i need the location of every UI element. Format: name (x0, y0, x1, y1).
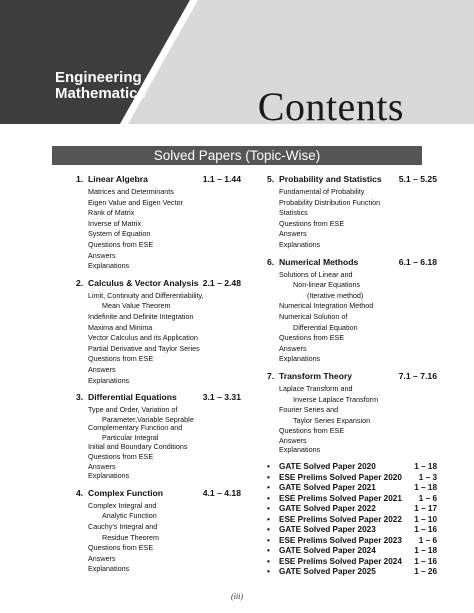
solved-paper-pages: 1 – 3 (418, 472, 437, 482)
chapter-title: Transform Theory (279, 370, 353, 381)
topic-item: Questions from ESE (88, 452, 154, 462)
chapter-entry (76, 174, 241, 272)
chapter-topics (267, 187, 437, 251)
topic-item: Fundamental of Probability (279, 187, 365, 196)
topic-item: Answers (88, 461, 116, 471)
topic-item: Type and Order, Variation of (88, 405, 178, 415)
bullet-icon: • (267, 493, 270, 503)
topic-item: Explanations (88, 261, 130, 271)
chapter-page-range: 1.1 – 1.44 (202, 174, 241, 184)
topic-item: Explanations (88, 375, 130, 385)
chapter-page-range: 7.1 – 7.16 (398, 370, 437, 381)
chapter-topics (76, 291, 241, 386)
topic-item: Non-linear Equations (293, 280, 361, 290)
bullet-icon: • (267, 504, 270, 514)
topic-item: Questions from ESE (279, 333, 345, 343)
topic-item: Complementary Function and (88, 423, 183, 433)
chapter-topics (267, 384, 437, 456)
chapter-heading (267, 371, 437, 382)
bullet-icon: • (267, 483, 270, 493)
solved-paper-row (267, 494, 437, 505)
solved-paper-title: ESE Prelims Solved Paper 2022 (279, 514, 402, 524)
bullet-icon: • (267, 567, 270, 577)
chapter-page-range: 4.1 – 4.18 (202, 487, 241, 498)
topic-item: Statistics (279, 208, 308, 218)
bullet-icon: • (267, 514, 270, 524)
topic-item: Answers (88, 553, 116, 563)
solved-paper-pages: 1 – 18 (414, 462, 437, 472)
chapter-title: Differential Equations (88, 392, 177, 403)
solved-paper-title: GATE Solved Paper 2024 (279, 546, 376, 556)
topic-item: Matrices and Determinants (88, 187, 174, 196)
solved-paper-title: GATE Solved Paper 2021 (279, 483, 376, 493)
chapter-entry (267, 174, 437, 251)
solved-paper-title: ESE Prelims Solved Paper 2023 (279, 535, 402, 545)
solved-paper-title: ESE Prelims Solved Paper 2021 (279, 493, 402, 503)
topic-item: Limit, Continuity and Differentiability, (88, 290, 204, 300)
solved-paper-title: GATE Solved Paper 2020 (279, 462, 376, 472)
chapter-entry (76, 392, 241, 482)
topic-item: Fourier Series and (279, 405, 339, 415)
solved-paper-title: ESE Prelims Solved Paper 2020 (279, 472, 402, 482)
topic-item: Answers (279, 435, 307, 445)
solved-paper-row (267, 483, 437, 494)
solved-paper-title: GATE Solved Paper 2025 (279, 567, 376, 577)
toc-right-column (267, 174, 437, 578)
solved-paper-pages: 1 – 10 (414, 514, 437, 524)
chapter-topics (76, 501, 241, 575)
chapter-number: 6. (267, 256, 275, 267)
solved-paper-pages: 1 – 26 (414, 567, 437, 577)
solved-paper-row (267, 473, 437, 484)
solved-paper-row (267, 536, 437, 547)
topic-item: Answers (279, 229, 307, 239)
topic-item: Partial Derivative and Taylor Series (88, 343, 200, 353)
chapter-heading (76, 488, 241, 499)
section-heading: Solved Papers (Topic-Wise) (52, 146, 422, 165)
solved-paper-row (267, 557, 437, 568)
topic-item: Probability Distribution Function (279, 197, 381, 207)
topic-item: Mean Value Theorem (102, 301, 171, 311)
topic-item: Explanations (88, 471, 130, 481)
solved-paper-pages: 1 – 18 (414, 546, 437, 556)
chapter-number: 4. (76, 487, 84, 498)
chapter-heading (76, 278, 241, 289)
topic-item: Maxima and Minima (88, 322, 153, 332)
chapter-topics (76, 187, 241, 272)
topic-item: Laplace Transform and (279, 383, 353, 393)
chapter-title: Calculus & Vector Analysis (88, 277, 199, 288)
chapter-title: Linear Algebra (88, 174, 148, 184)
chapter-page-range: 2.1 – 2.48 (202, 277, 241, 288)
topic-item: Explanations (279, 239, 321, 249)
topic-item: Explanations (88, 564, 130, 574)
topic-item: Explanations (279, 445, 321, 455)
topic-item: Residue Theorem (102, 532, 159, 542)
topic-item: Initial and Boundary Conditions (88, 442, 188, 452)
topic-item: Questions from ESE (88, 239, 154, 249)
solved-paper-row (267, 546, 437, 557)
topic-item: Questions from ESE (279, 218, 345, 228)
topic-item: Differential Equation (293, 322, 358, 332)
chapter-topics (267, 270, 437, 365)
chapter-title: Numerical Methods (279, 256, 359, 267)
chapter-page-range: 6.1 – 6.18 (398, 256, 437, 267)
bullet-icon: • (267, 462, 270, 472)
chapter-title: Probability and Statistics (279, 174, 382, 184)
chapter-number: 2. (76, 277, 84, 288)
chapter-number: 1. (76, 174, 84, 184)
chapter-heading (267, 257, 437, 268)
book-subject (55, 70, 146, 102)
chapter-heading (76, 392, 241, 403)
chapter-entry (76, 488, 241, 575)
solved-paper-title: GATE Solved Paper 2022 (279, 504, 376, 514)
topic-item: Particular Integral (102, 432, 159, 442)
solved-paper-row (267, 567, 437, 578)
solved-paper-row (267, 504, 437, 515)
solved-paper-row (267, 462, 437, 473)
topic-item: Answers (88, 364, 116, 374)
solved-papers-list (267, 462, 437, 578)
bullet-icon: • (267, 556, 270, 566)
topic-item: (Iterative method) (307, 290, 364, 300)
topic-item: Questions from ESE (88, 543, 154, 553)
topic-item: Answers (88, 250, 116, 260)
topic-item: Inverse of Matrix (88, 218, 142, 228)
chapter-entry (267, 257, 437, 365)
solved-paper-pages: 1 – 17 (414, 504, 437, 514)
solved-paper-pages: 1 – 18 (414, 483, 437, 493)
subject-line-2: Mathematics (55, 85, 146, 102)
topic-item: Taylor Series Expansion (293, 415, 371, 425)
solved-paper-row (267, 515, 437, 526)
chapter-number: 3. (76, 392, 84, 403)
topic-item: Eigen Value and Eigen Vector (88, 197, 183, 207)
topic-item: Solutions of Linear and (279, 269, 353, 279)
chapter-page-range: 3.1 – 3.31 (202, 392, 241, 403)
topic-item: Numerical Solution of (279, 311, 348, 321)
chapter-number: 5. (267, 174, 275, 184)
subject-line-1: Engineering (55, 69, 142, 86)
toc-left-column (76, 174, 241, 581)
chapter-title: Complex Function (88, 487, 163, 498)
chapter-entry (267, 371, 437, 456)
topic-item: Vector Calculus and its Application (88, 333, 198, 343)
topic-item: Indefinite and Definite Integration (88, 311, 194, 321)
chapter-page-range: 5.1 – 5.25 (398, 174, 437, 184)
topic-item: Answers (279, 343, 307, 353)
topic-item: Cauchy's Integral and (88, 522, 158, 532)
bullet-icon: • (267, 546, 270, 556)
bullet-icon: • (267, 525, 270, 535)
chapter-number: 7. (267, 370, 275, 381)
topic-item: Complex Integral and (88, 500, 157, 510)
bullet-icon: • (267, 535, 270, 545)
topic-item: Rank of Matrix (88, 208, 135, 218)
topic-item: System of Equation (88, 229, 151, 239)
topic-item: Numerical Integration Method (279, 301, 374, 311)
solved-paper-pages: 1 – 16 (414, 556, 437, 566)
page-number: (iii) (231, 592, 243, 601)
topic-item: Questions from ESE (88, 354, 154, 364)
solved-paper-pages: 1 – 6 (418, 535, 437, 545)
topic-item: Parameter,Variable Seprable (102, 414, 194, 424)
page-title: Contents (257, 84, 404, 129)
chapter-entry (76, 278, 241, 386)
topic-item: Explanations (279, 354, 321, 364)
solved-paper-pages: 1 – 16 (414, 525, 437, 535)
topic-item: Analytic Function (102, 511, 157, 521)
chapter-topics (76, 405, 241, 482)
chapter-heading (267, 174, 437, 185)
bullet-icon: • (267, 472, 270, 482)
topic-item: Inverse Laplace Transform (293, 394, 379, 404)
solved-paper-title: ESE Prelims Solved Paper 2024 (279, 556, 402, 566)
solved-paper-title: GATE Solved Paper 2023 (279, 525, 376, 535)
chapter-heading (76, 174, 241, 185)
topic-item: Questions from ESE (279, 426, 345, 436)
solved-paper-pages: 1 – 6 (418, 493, 437, 503)
solved-paper-row (267, 525, 437, 536)
